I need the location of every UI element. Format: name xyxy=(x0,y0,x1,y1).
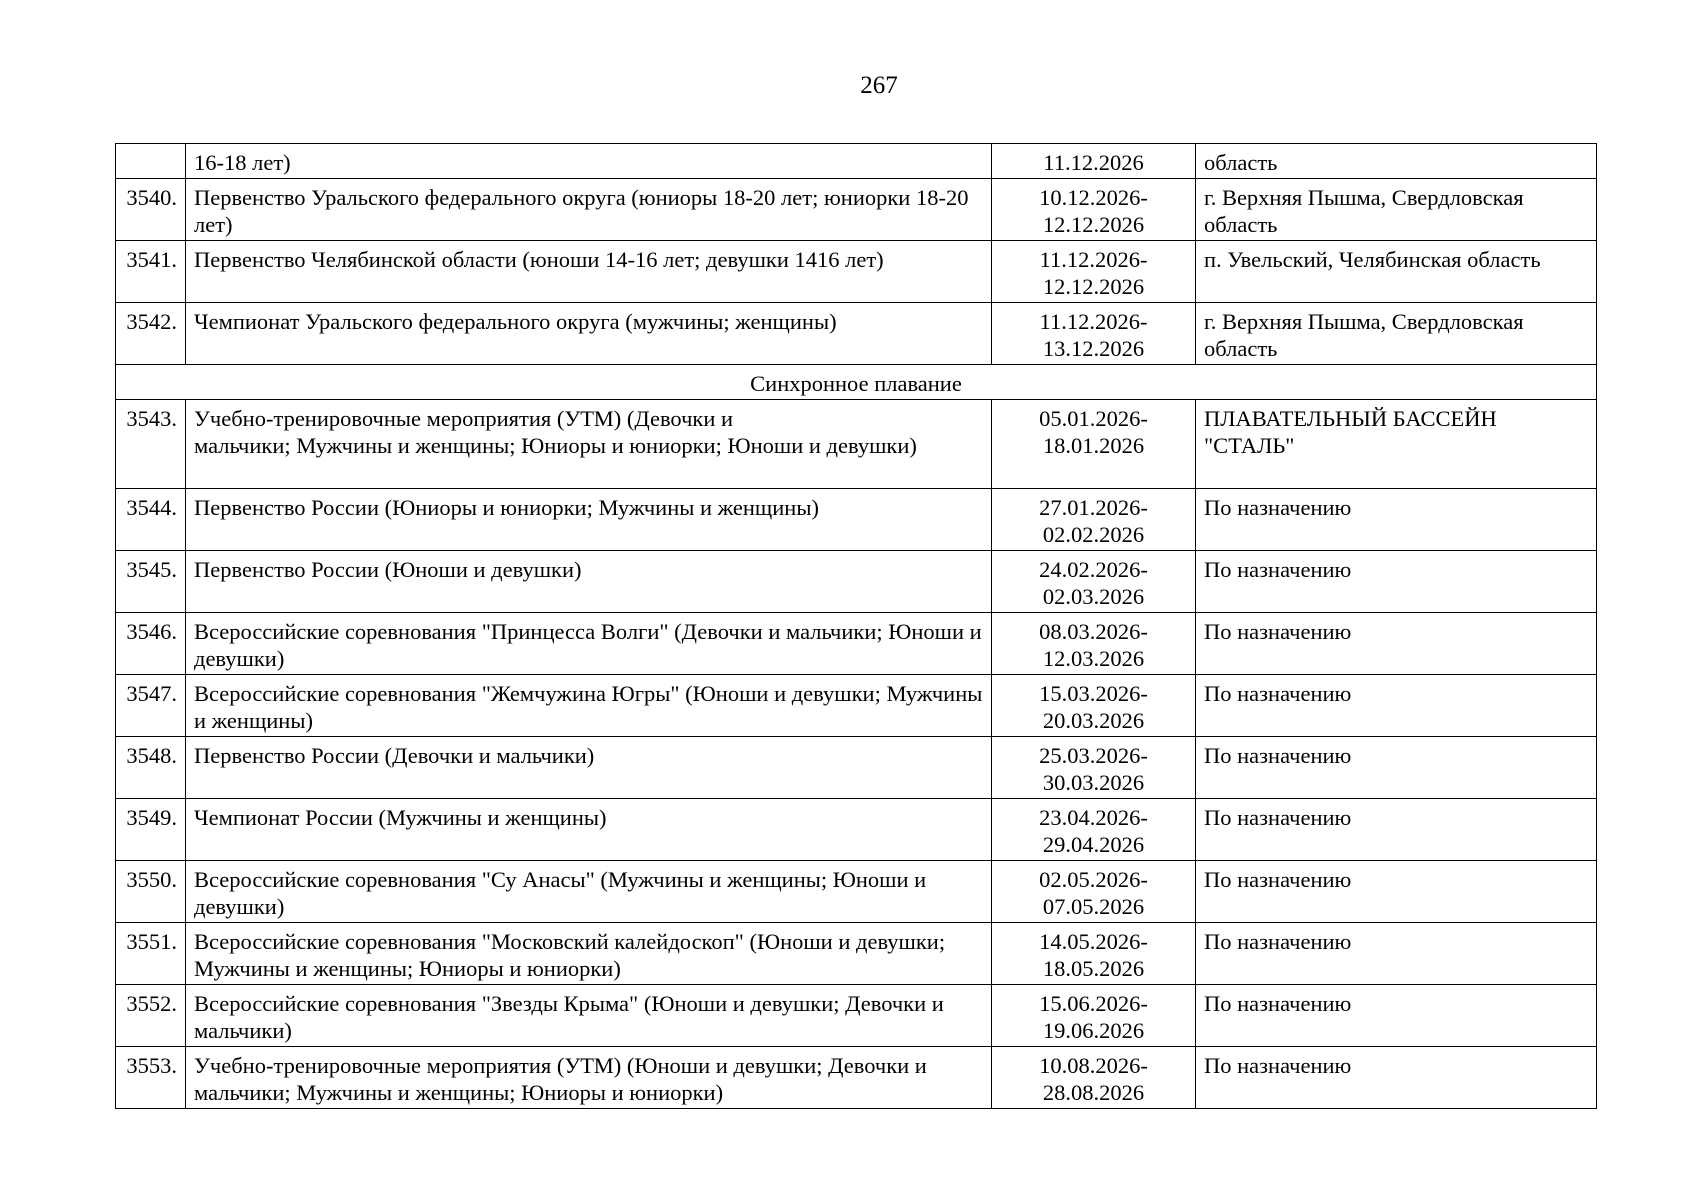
row-number: 3545. xyxy=(116,551,186,613)
event-dates: 10.12.2026- 12.12.2026 xyxy=(992,179,1196,241)
event-place: п. Увельский, Челябинская область xyxy=(1196,241,1597,303)
table-row xyxy=(116,179,1597,241)
event-place: По назначению xyxy=(1196,1047,1597,1109)
event-dates: 23.04.2026- 29.04.2026 xyxy=(992,799,1196,861)
event-dates: 08.03.2026- 12.03.2026 xyxy=(992,613,1196,675)
event-name: 16-18 лет) xyxy=(186,144,992,179)
event-place: По назначению xyxy=(1196,613,1597,675)
event-name: Первенство России (Юниоры и юниорки; Мужчины и женщины) xyxy=(186,489,992,551)
event-dates: 14.05.2026- 18.05.2026 xyxy=(992,923,1196,985)
row-number xyxy=(116,144,186,179)
row-number: 3550. xyxy=(116,861,186,923)
event-name: Учебно-тренировочные мероприятия (УТМ) (Юноши и девушки; Девочки и мальчики; Мужчины и женщины; Юниоры и юниорки) xyxy=(186,1047,992,1109)
row-number: 3547. xyxy=(116,675,186,737)
row-number: 3543. xyxy=(116,400,186,489)
row-number: 3542. xyxy=(116,303,186,365)
table-row xyxy=(116,400,1597,489)
event-dates: 25.03.2026- 30.03.2026 xyxy=(992,737,1196,799)
event-dates: 11.12.2026- 12.12.2026 xyxy=(992,241,1196,303)
event-dates: 11.12.2026 xyxy=(992,144,1196,179)
event-name: Всероссийские соревнования "Звезды Крыма" (Юноши и девушки; Девочки и мальчики) xyxy=(186,985,992,1047)
event-place: По назначению xyxy=(1196,985,1597,1047)
section-title: Синхронное плавание xyxy=(116,365,1597,400)
event-dates: 15.03.2026- 20.03.2026 xyxy=(992,675,1196,737)
event-dates: 27.01.2026- 02.02.2026 xyxy=(992,489,1196,551)
table-row xyxy=(116,613,1597,675)
event-place: г. Верхняя Пышма, Свердловская область xyxy=(1196,179,1597,241)
table-row xyxy=(116,303,1597,365)
row-number: 3548. xyxy=(116,737,186,799)
event-name: Всероссийские соревнования "Принцесса Волги" (Девочки и мальчики; Юноши и девушки) xyxy=(186,613,992,675)
row-number: 3552. xyxy=(116,985,186,1047)
event-place: По назначению xyxy=(1196,551,1597,613)
event-name: Всероссийские соревнования "Су Анасы" (Мужчины и женщины; Юноши и девушки) xyxy=(186,861,992,923)
event-dates: 10.08.2026- 28.08.2026 xyxy=(992,1047,1196,1109)
event-name: Первенство России (Девочки и мальчики) xyxy=(186,737,992,799)
event-dates: 05.01.2026- 18.01.2026 xyxy=(992,400,1196,489)
table-row xyxy=(116,675,1597,737)
event-name: Чемпионат России (Мужчины и женщины) xyxy=(186,799,992,861)
event-dates: 02.05.2026- 07.05.2026 xyxy=(992,861,1196,923)
event-place: ПЛАВАТЕЛЬНЫЙ БАССЕЙН "СТАЛЬ" xyxy=(1196,400,1597,489)
table-row xyxy=(116,985,1597,1047)
event-name: Первенство России (Юноши и девушки) xyxy=(186,551,992,613)
event-name: Чемпионат Уральского федерального округа (мужчины; женщины) xyxy=(186,303,992,365)
event-name: Первенство Челябинской области (юноши 14-16 лет; девушки 1416 лет) xyxy=(186,241,992,303)
event-place: По назначению xyxy=(1196,737,1597,799)
table-row xyxy=(116,861,1597,923)
row-number: 3541. xyxy=(116,241,186,303)
event-name: Всероссийские соревнования "Московский калейдоскоп" (Юноши и девушки; Мужчины и женщины; Юниоры и юниорки) xyxy=(186,923,992,985)
event-place: По назначению xyxy=(1196,489,1597,551)
row-number: 3546. xyxy=(116,613,186,675)
table-row xyxy=(116,489,1597,551)
table-row xyxy=(116,1047,1597,1109)
row-number: 3549. xyxy=(116,799,186,861)
event-dates: 11.12.2026- 13.12.2026 xyxy=(992,303,1196,365)
event-place: По назначению xyxy=(1196,923,1597,985)
event-place: область xyxy=(1196,144,1597,179)
event-name: Первенство Уральского федерального округа (юниоры 18-20 лет; юниорки 18-20 лет) xyxy=(186,179,992,241)
table-row xyxy=(116,923,1597,985)
row-number: 3540. xyxy=(116,179,186,241)
event-dates: 24.02.2026- 02.03.2026 xyxy=(992,551,1196,613)
event-name: Всероссийские соревнования "Жемчужина Югры" (Юноши и девушки; Мужчины и женщины) xyxy=(186,675,992,737)
event-dates: 15.06.2026- 19.06.2026 xyxy=(992,985,1196,1047)
row-number: 3544. xyxy=(116,489,186,551)
event-name: Учебно-тренировочные мероприятия (УТМ) (Девочки и мальчики; Мужчины и женщины; Юниоры и юниорки; Юноши и девушки) xyxy=(186,400,992,489)
event-place: По назначению xyxy=(1196,861,1597,923)
page-number: 267 xyxy=(860,72,898,99)
section-header-row xyxy=(116,365,1597,400)
table-row xyxy=(116,737,1597,799)
table-row xyxy=(116,241,1597,303)
table-row xyxy=(116,144,1597,179)
row-number: 3551. xyxy=(116,923,186,985)
event-place: По назначению xyxy=(1196,799,1597,861)
event-place: По назначению xyxy=(1196,675,1597,737)
row-number: 3553. xyxy=(116,1047,186,1109)
table-row xyxy=(116,799,1597,861)
events-table xyxy=(115,143,1597,1109)
event-place: г. Верхняя Пышма, Свердловская область xyxy=(1196,303,1597,365)
table-row xyxy=(116,551,1597,613)
